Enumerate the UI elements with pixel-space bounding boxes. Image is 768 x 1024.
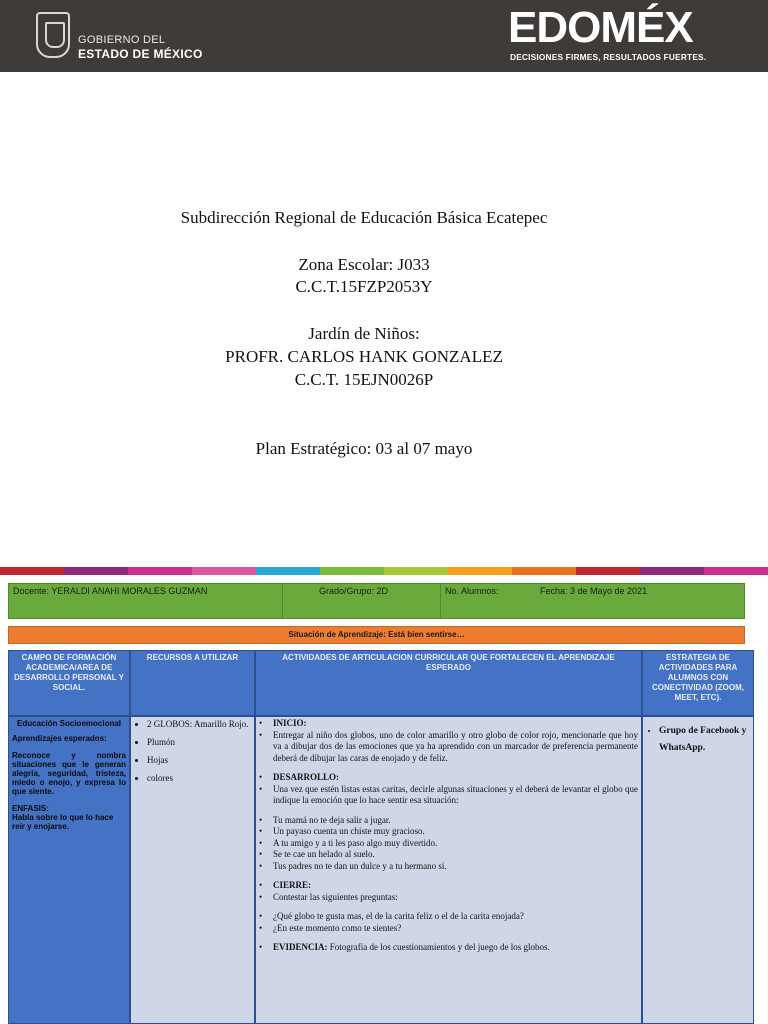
campo-cell <box>8 716 130 1024</box>
inicio-label: INICIO: <box>273 718 307 728</box>
cierre-text: Contestar las siguientes preguntas: <box>273 891 398 902</box>
recurso-item: • Hojas <box>147 755 252 765</box>
jardin-name: PROFR. CARLOS HANK GONZALEZ <box>225 347 503 366</box>
stripe-segment <box>384 567 448 575</box>
stripe-segment <box>512 567 576 575</box>
desarrollo-text: Una vez que estén listas estas caritas, decirle algunas situaciones y el deberá de levantar el globo que indique la emoción que lo hace sentir esa situación: <box>273 783 638 805</box>
recurso-item: • Plumón <box>147 737 252 747</box>
zona-escolar: Zona Escolar: J033 <box>298 255 430 274</box>
recursos-cell <box>130 716 255 1024</box>
edomex-logo: EDOMÉX <box>508 3 693 52</box>
aprendizaje-text: Reconoce y nombra situaciones que le generan alegría, seguridad, tristeza, miedo o enojo, y expresa lo que siente. <box>12 751 126 796</box>
subdireccion-title: Subdirección Regional de Educación Básica Ecatepec <box>180 208 548 227</box>
stripe-segment <box>64 567 128 575</box>
header-actividades: ACTIVIDADES DE ARTICULACION CURRICULAR QUE FORTALECEN EL APRENDIZAJE ESPERADO <box>255 650 642 716</box>
pregunta-item: ¿En este momento como te sientes? <box>273 922 402 933</box>
header-campo: CAMPO DE FORMACIÓN ACADEMICA/AREA DE DESARROLLO PERSONAL Y SOCIAL. <box>8 650 130 716</box>
gov-line2: ESTADO DE MÉXICO <box>78 47 203 61</box>
estrategia-item: • Grupo de Facebook y WhatsApp. <box>659 723 751 757</box>
stripe-segment <box>256 567 320 575</box>
estrategia-list <box>645 723 751 757</box>
enfasis-label: ENFASIS: <box>12 804 49 813</box>
cct-zona: C.C.T.15FZP2053Y <box>295 277 433 296</box>
info-bar <box>8 583 745 619</box>
stripe-segment <box>192 567 256 575</box>
recurso-item: • colores <box>147 773 252 783</box>
recurso-item: • 2 GLOBOS: Amarillo Rojo. <box>147 719 252 729</box>
fecha-cell: Fecha: 3 de Mayo de 2021 <box>540 586 648 596</box>
stripe-segment <box>320 567 384 575</box>
situacion-item: Tus padres no te dan un dulce y a tu hermano sí. <box>273 860 447 871</box>
stripe-segment <box>704 567 768 575</box>
alumnos-cell: No. Alumnos: <box>445 586 499 596</box>
area-text: Educación Socioemocional <box>16 719 122 728</box>
recursos-list <box>133 719 252 783</box>
situacion-item: Un payaso cuenta un chiste muy gracioso. <box>273 826 425 836</box>
desarrollo-label: DESARROLLO: <box>273 772 340 782</box>
grado-cell: Grado/Grupo: 2D <box>283 584 441 618</box>
cct-jardin: C.C.T. 15EJN0026P <box>294 370 434 389</box>
stripe-segment <box>576 567 640 575</box>
evidencia-label: EVIDENCIA: <box>273 942 328 952</box>
gov-line1: GOBIERNO DEL <box>78 34 166 46</box>
aprendizajes-label: Aprendizajes esperados: <box>12 734 107 743</box>
situacion-item: Tu mamá no te deja salir a jugar. <box>273 814 391 825</box>
evidencia-text: Fotografía de los cuestionamientos y del juego de los globos. <box>329 942 550 952</box>
situacion-item: Se te cae un helado al suelo. <box>273 849 375 859</box>
state-seal-icon <box>36 12 70 58</box>
docente-cell: Docente: YERALDI ANAHI MORALES GUZMAN <box>9 584 283 618</box>
actividades-cell: • INICIO: • Entregar al niño dos globos, uno de color amarillo y otro globo de color rojo, mencionarle que hoy va a dibujar dos de las emociones que ya ha aprendido con un marcador de preferencia permanente deberá de dibujar las caras de enojado y de feliz. • DESARROLLO: • Una vez que estén listas estas caritas, decirle algunas situaciones y el deberá de levantar el globo que indique la emoción que lo hace sentir esa situación: • Tu mamá no te deja salir a jugar. • Un payaso cuenta un chiste muy gracioso. • A tu amigo y a ti les paso algo muy divertido. • Se te cae un helado al suelo. • Tus padres no te dan un dulce y a tu hermano sí. • CIERRE: • Contestar las siguientes preguntas: • ¿Qué globo te gusta mas, el de la carita feliz o el de la carita enojada? • ¿En este momento como te sientes? • EVIDENCIA: Fotografía de los cuestionamientos y del juego de los globos. <box>255 716 642 1024</box>
stripe-segment <box>0 567 64 575</box>
stripe-segment <box>448 567 512 575</box>
jardin-label: Jardín de Niños: <box>308 324 420 343</box>
edomex-slogan: DECISIONES FIRMES, RESULTADOS FUERTES. <box>510 52 707 62</box>
stripe-segment <box>640 567 704 575</box>
estrategia-cell <box>642 716 754 1024</box>
header-recursos: RECURSOS A UTILIZAR <box>130 650 255 716</box>
inicio-text: Entregar al niño dos globos, uno de color amarillo y otro globo de color rojo, mencionarle que hoy va a dibujar dos de las emociones que ya ha aprendido con un marcador de preferencia permanente deberá de dibujar las caras de enojado y de feliz. <box>273 729 638 763</box>
color-stripe <box>0 567 768 575</box>
header-bar <box>0 0 768 72</box>
cierre-label: CIERRE: <box>273 880 312 890</box>
plan-estrategico: Plan Estratégico: 03 al 07 mayo <box>255 439 473 458</box>
stripe-segment <box>128 567 192 575</box>
header-estrategia: ESTRATEGIA DE ACTIVIDADES PARA ALUMNOS CON CONECTIVIDAD (ZOOM, MEET, ETC). <box>642 650 754 716</box>
pregunta-item: ¿Qué globo te gusta mas, el de la carita feliz o el de la carita enojada? <box>273 911 524 921</box>
situacion-item: A tu amigo y a ti les paso algo muy divertido. <box>273 837 438 848</box>
situacion-aprendizaje: Situación de Aprendizaje: Está bien sentirse… <box>8 626 745 644</box>
enfasis-text: Habla sobre lo que lo hace reír y enojarse. <box>12 813 114 831</box>
